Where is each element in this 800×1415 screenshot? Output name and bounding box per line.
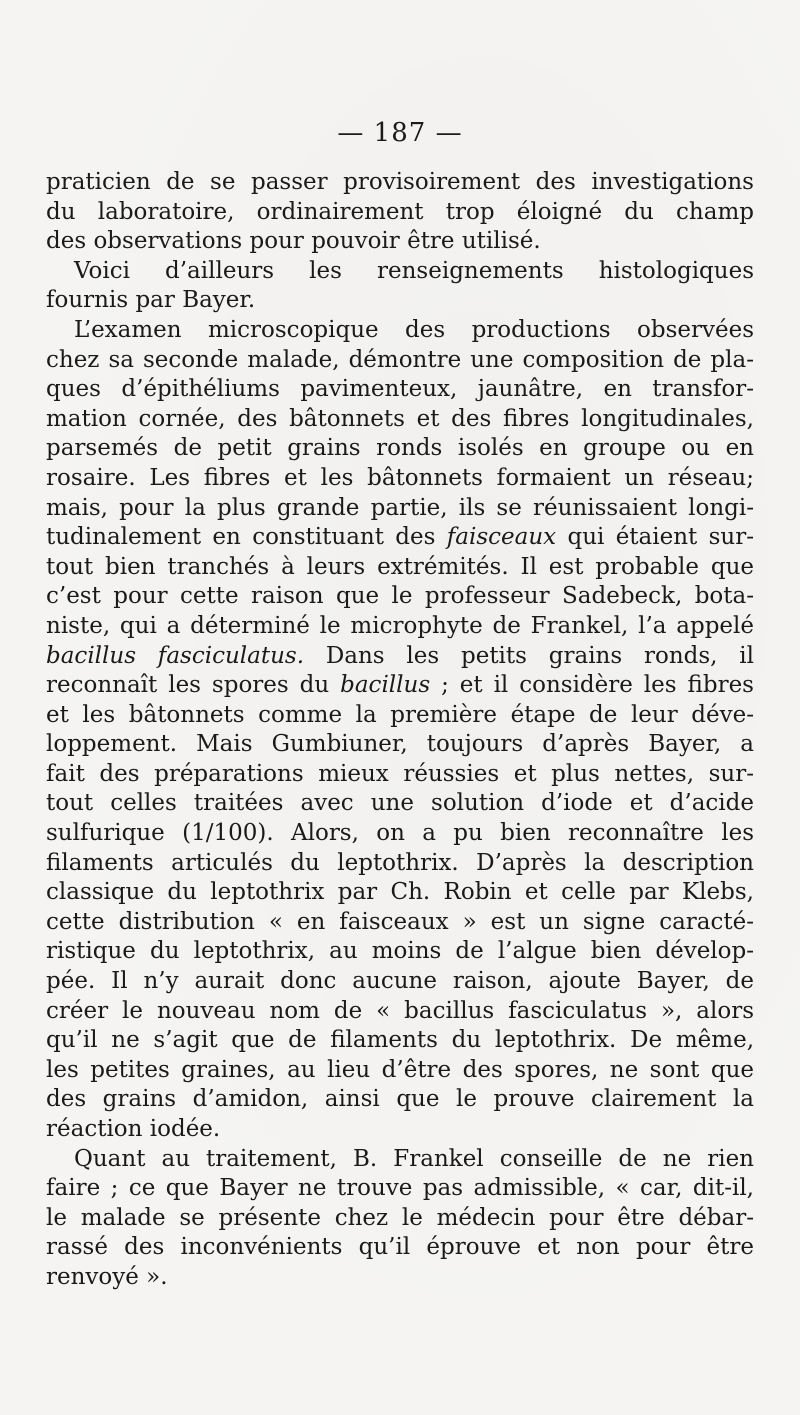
text-line: renvoyé ».: [46, 1263, 168, 1290]
text-line: mation cornée, des bâtonnets et des fibres longitudinales,: [46, 405, 754, 432]
text-line: faire ; ce que Bayer ne trouve pas admissible, « car, dit-il,: [46, 1175, 754, 1202]
text-line: praticien de se passer provisoirement des investigations: [46, 169, 754, 195]
text-line: Quant au traitement, B. Frankel conseille de ne rien: [74, 1145, 754, 1172]
text-line: créer le nouveau nom de « bacillus fasciculatus », alors: [46, 997, 754, 1024]
text-line: mais, pour la plus grande partie, ils se réunissaient longi-: [46, 494, 754, 521]
body-text: [46, 168, 754, 1293]
text-line: des grains d’amidon, ainsi que le prouve clairement la: [46, 1086, 754, 1113]
paragraph-2: [46, 257, 754, 316]
text-line: parsemés de petit grains ronds isolés en groupe ou en: [46, 435, 754, 462]
text-line: c’est pour cette raison que le professeur Sadebeck, bota-: [46, 583, 754, 610]
text-line: rosaire. Les fibres et les bâtonnets formaient un réseau;: [46, 464, 754, 491]
text-line: le malade se présente chez le médecin pour être débar-: [46, 1204, 754, 1231]
text-line: qu’il ne s’agit que de filaments du leptothrix. De même,: [46, 1027, 754, 1054]
text-line: filaments articulés du leptothrix. D’après la description: [46, 849, 754, 876]
text-line: tout celles traitées avec une solution d’iode et d’acide: [46, 790, 754, 817]
text-line: ristique du leptothrix, au moins de l’algue bien dévelop-: [46, 938, 754, 965]
paragraph-1: [46, 168, 754, 257]
text-line: tout bien tranchés à leurs extrémités. Il est probable que: [46, 553, 754, 580]
paragraph-3: [46, 316, 754, 1145]
page-number: — 187 —: [337, 118, 463, 148]
text-line: et les bâtonnets comme la première étape de leur déve-: [46, 701, 754, 728]
text-line: chez sa seconde malade, démontre une composition de pla-: [46, 346, 754, 373]
text-line: les petites graines, au lieu d’être des spores, ne sont que: [46, 1056, 754, 1083]
text-line: cette distribution « en faisceaux » est un signe caracté-: [46, 908, 754, 935]
text-line: des observations pour pouvoir être utilisé.: [46, 228, 541, 255]
text-line: du laboratoire, ordinairement trop éloigné du champ: [46, 198, 754, 225]
text-line: Voici d’ailleurs les renseignements histologiques: [74, 257, 754, 284]
text-line: réaction iodée.: [46, 1116, 221, 1142]
text-line: niste, qui a déterminé le microphyte de Frankel, l’a appelé: [46, 612, 754, 639]
text-line: classique du leptothrix par Ch. Robin et celle par Klebs,: [46, 879, 754, 906]
text-line: rassé des inconvénients qu’il éprouve et non pour être: [46, 1234, 754, 1261]
text-line: bacillus fasciculatus. Dans les petits grains ronds, il: [46, 642, 754, 669]
text-line: L’examen microscopique des productions observées: [74, 316, 754, 343]
text-line: loppement. Mais Gumbiuner, toujours d’après Bayer, a: [46, 731, 754, 758]
paragraph-4: [46, 1145, 754, 1293]
text-line: sulfurique (1/100). Alors, on a pu bien reconnaître les: [46, 820, 754, 847]
text-line: fournis par Bayer.: [46, 287, 256, 314]
text-line: fait des préparations mieux réussies et plus nettes, sur-: [46, 760, 754, 787]
text-line: tudinalement en constituant des faisceaux qui étaient sur-: [46, 524, 754, 551]
text-line: pée. Il n’y aurait donc aucune raison, ajoute Bayer, de: [46, 968, 754, 995]
text-line: reconnaît les spores du bacillus ; et il considère les fibres: [46, 672, 754, 699]
text-line: ques d’épithéliums pavimenteux, jaunâtre, en transfor-: [46, 376, 754, 403]
